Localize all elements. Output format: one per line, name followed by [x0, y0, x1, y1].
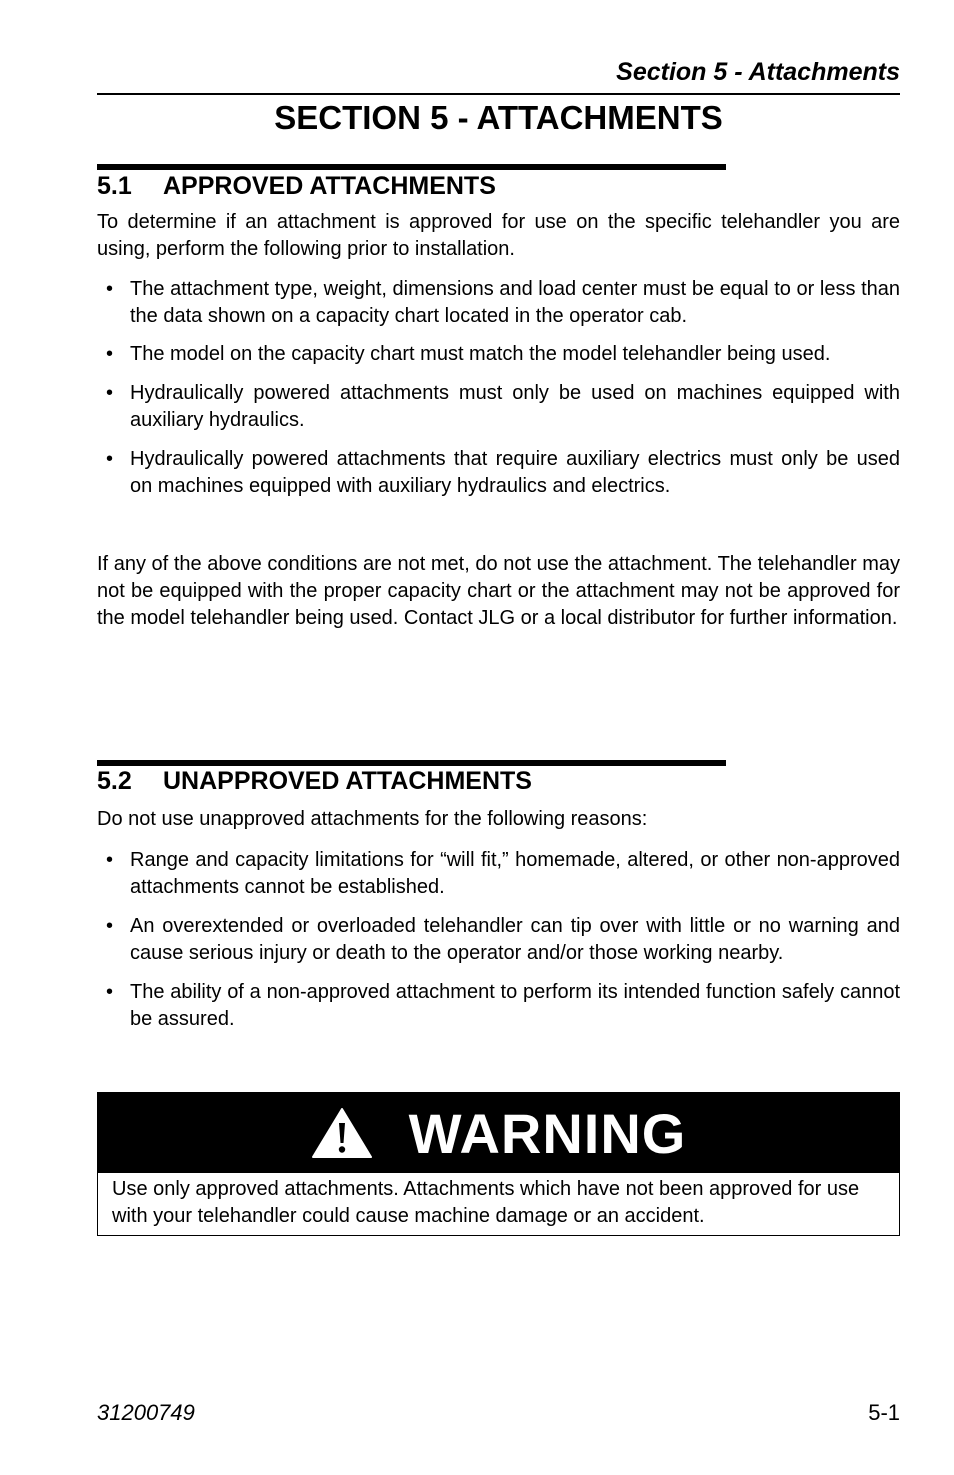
list-item-text: Hydraulically powered attachments must only be used on machines equipped with auxiliary hydraulics. [130, 382, 900, 431]
bullet-icon: • [106, 382, 114, 404]
list-item [97, 847, 900, 901]
list-item [97, 979, 900, 1033]
section-5-1-number: 5.1 [97, 172, 132, 200]
list-item-text: The ability of a non-approved attachment to perform its intended function safely cannot be assured. [130, 981, 900, 1030]
list-item [97, 341, 900, 368]
section-5-1-bar [97, 164, 726, 170]
bullet-icon: • [106, 278, 114, 300]
warning-banner [98, 1093, 899, 1173]
running-header: Section 5 - Attachments [616, 58, 900, 86]
bullet-icon: • [106, 981, 114, 1003]
list-item-text: The attachment type, weight, dimensions and load center must be equal to or less than the data shown on a capacity chart located in the operator cab. [130, 278, 900, 327]
section-5-2-intro: Do not use unapproved attachments for the following reasons: [97, 808, 648, 830]
warning-title: WARNING [408, 1101, 687, 1165]
bullet-icon: • [106, 343, 114, 365]
page-title: SECTION 5 - ATTACHMENTS [274, 99, 723, 136]
list-item-text: An overextended or overloaded telehandler can tip over with little or no warning and cause serious injury or death to the operator and/or those working nearby. [130, 915, 900, 964]
section-5-1-intro: To determine if an attachment is approved for use on the specific telehandler you are using, perform the following prior to installation. [97, 211, 900, 260]
section-5-2-bullets [97, 847, 900, 1033]
footer-doc-number: 31200749 [97, 1400, 195, 1425]
section-5-1-title: APPROVED ATTACHMENTS [163, 172, 496, 200]
section-5-1-heading [97, 172, 496, 201]
section-5-2-number: 5.2 [97, 767, 132, 795]
list-item-text: Range and capacity limitations for “will fit,” homemade, altered, or other non-approved attachments cannot be established. [130, 849, 900, 898]
list-item [97, 913, 900, 967]
warning-box [97, 1092, 900, 1236]
list-item-text: The model on the capacity chart must match the model telehandler being used. [130, 343, 831, 365]
warning-triangle-icon [311, 1107, 373, 1159]
section-5-2-title: UNAPPROVED ATTACHMENTS [163, 767, 532, 795]
list-item-text: Hydraulically powered attachments that require auxiliary electrics must only be used on machines equipped with auxiliary hydraulics and electrics. [130, 448, 900, 497]
bullet-icon: • [106, 849, 114, 871]
warning-text: Use only approved attachments. Attachments which have not been approved for use with your telehandler could cause machine damage or an accident. [112, 1178, 860, 1227]
bullet-icon: • [106, 448, 114, 470]
section-5-2-heading [97, 767, 532, 796]
list-item [97, 446, 900, 500]
list-item [97, 380, 900, 434]
list-item [97, 276, 900, 330]
section-5-2-bar [97, 760, 726, 766]
section-5-1-closing: If any of the above conditions are not met, do not use the attachment. The telehandler may not be equipped with the proper capacity chart or the attachment may not be approved for the model telehandler being used. Contact JLG or a local distributor for further information. [97, 553, 900, 629]
header-rule [97, 93, 900, 95]
section-5-1-bullets [97, 276, 900, 500]
bullet-icon: • [106, 915, 114, 937]
footer-page-number: 5-1 [868, 1400, 900, 1425]
